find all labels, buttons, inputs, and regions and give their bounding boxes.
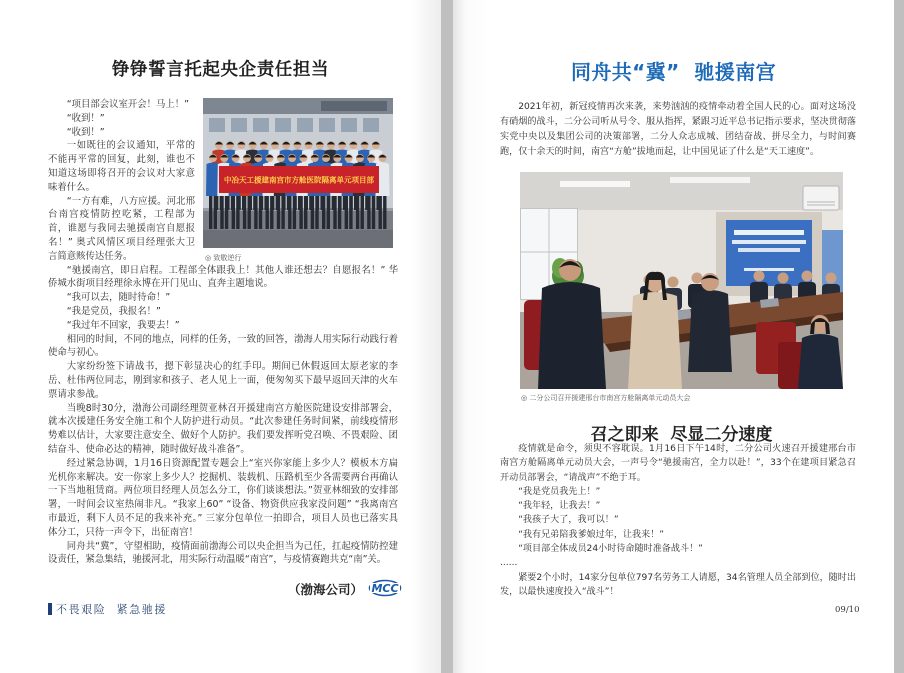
- paragraph: “我有兄弟陪我爹娘过年，让我来！”: [518, 529, 665, 540]
- photo-caption: ◎ 二分公司召开援建邢台市南宫方舱隔离单元动员大会: [521, 394, 691, 402]
- paragraph: “我过年不回家，我要去！”: [66, 319, 180, 331]
- paragraph: 2021年初，新冠疫情再次来袭，来势汹汹的疫情牵动着全国人民的心。面对这场没有硝烟的战斗，二分公司听从号令、服从指挥，紧跟习近平总书记指示要求，坚决贯彻落实党中央以及集团公司的决策部署，二分人众志成城、团结奋战、拼尽全力，与时间赛跑，仅十余天的时间，南宫“方舱”拔地而起，让中国见证了什么是“天工速度”。: [500, 102, 856, 157]
- logo-text: MCC: [371, 582, 399, 595]
- article-title: 同舟共“冀” 驰援南宫: [570, 60, 776, 84]
- meeting-photo: [520, 172, 843, 389]
- paragraph: 同舟共“冀”，守望相助，疫情面前渤海公司以央企担当为己任，扛起疫情防控建设责任，紧急集结，驰援河北，用实际行动温暖“南宫”，与疫情赛跑共克“南”关。: [48, 540, 398, 566]
- air-conditioner: [803, 186, 839, 210]
- paragraph: “我是党员我先上！”: [518, 486, 601, 497]
- projector-screen: [726, 220, 812, 286]
- page-number: 09/10: [835, 605, 860, 615]
- paragraph: “我孩子大了，我可以！”: [518, 515, 619, 526]
- paragraph: 一如既往的会议通知，平常的不能再平常的回复，此刻，谁也不知道这场即将召开的会议对大家意味着什么。: [48, 140, 195, 193]
- paragraph: “驰援南宫，即日启程。工程部全体跟我上！其他人谁还想去？自愿报名！” 华侨城水街项目经理徐永博在开门见山、直奔主题地说。: [48, 264, 398, 290]
- paragraph: “项目部会议室开会！马上！”: [66, 99, 190, 110]
- page-footer: [48, 602, 167, 615]
- paragraph: 大家纷纷签下请战书，摁下彰显决心的红手印。期间已休假返回太原老家的李岳、杜伟两位同志，刚到家和孩子、老人见上一面，便匆匆买下最早返回天津的火车票请求参战。: [48, 361, 398, 400]
- section-subtitle: 召之即来 尽显二分速度: [590, 425, 773, 445]
- paragraph: “我是党员，我报名！”: [66, 305, 161, 317]
- article-intro: [500, 100, 856, 160]
- banner-text: 中冶天工援建南宫市方舱医院隔离单元项目部: [224, 175, 376, 185]
- footer-slogan: 不畏艰险 紧急驰援: [56, 602, 167, 616]
- footer-bar: [48, 603, 52, 615]
- paragraph: “收到！”: [66, 112, 105, 124]
- photo-caption: ◎ 致敬逆行: [205, 254, 242, 262]
- paragraph: “我年轻，让我去！”: [518, 501, 601, 512]
- paragraph: “项目部全体成员24小时待命随时准备战斗！”: [518, 544, 703, 555]
- paragraph: ......: [500, 558, 518, 569]
- team-group-photo: [203, 98, 393, 248]
- right-page: [453, 0, 894, 673]
- paragraph: 经过紧急协调，1月16日资源配置专题会上“室兴你家能上多少人？模板木方扁光机你来解决。安一你家上多少人？挖掘机、装载机、压路机至少各需要两台再确认一下当地租赁商。两位项目经理人员怎么分工，你们谈谈想法。”贺亚林细致的安排部署，一时间会议室热闹非凡。“我家上60” “设备、物资供应我家没问题” “我离南宫市最近，剩下人员不足的我来补充。” 三家分包单位一拍即合，项目人员也已落实具体分工，只待一声令下，出征南宫！: [48, 457, 398, 538]
- article-body: [48, 98, 398, 567]
- left-page: [0, 0, 441, 673]
- paragraph: 紧要2个小时，14家分包单位797名劳务工人请愿，34名管理人员全部到位，随时出发，以最快速度投入“战斗”！: [500, 572, 856, 597]
- red-banner: [219, 166, 379, 193]
- paragraph: 当晚8时30分，渤海公司副经理贺亚林召开援建南宫方舱医院建设安排部署会，就本次援建任务安全施工和个人防护进行动员。“此次参建任务时间紧，前线疫情形势难以估计，大家要注意安全、做好个人防护。我们要发挥听党召唤、不畏艰险、团结奋斗、使命必达的精神，随时做好战斗准备”。: [48, 402, 398, 455]
- meeting-room-image: [520, 172, 843, 389]
- photo-figure: [203, 98, 398, 263]
- article-title: 铮铮誓言托起央企责任担当: [111, 60, 330, 80]
- paragraph: 疫情就是命令，须臾不容耽误。1月16日下午14时，二分公司火速召开援建邢台市南宫方舱隔离单元动员大会，一声号令“驰援南宫，全力以赴！”，33个在建项目紧急召开动员部署会，“请战声”不绝于耳。: [500, 444, 856, 483]
- paragraph: “一方有难，八方应援。河北邢台南宫疫情防控吃紧，工程部为首，谁愿与我同去驰援南宫自愿报名！” 奥式风情区项目经理张大卫言简意赅传达任务。: [48, 195, 195, 262]
- paragraph: “我可以去，随时待命！”: [66, 292, 171, 304]
- article-body: [500, 442, 856, 599]
- article-source: （渤海公司）: [288, 582, 364, 597]
- mcc-logo: [368, 578, 402, 597]
- paragraph: “收到！”: [66, 126, 105, 138]
- paragraph: 相同的时间，不同的地点，同样的任务，一致的回答，渤海人用实际行动践行着使命与初心。: [48, 333, 398, 359]
